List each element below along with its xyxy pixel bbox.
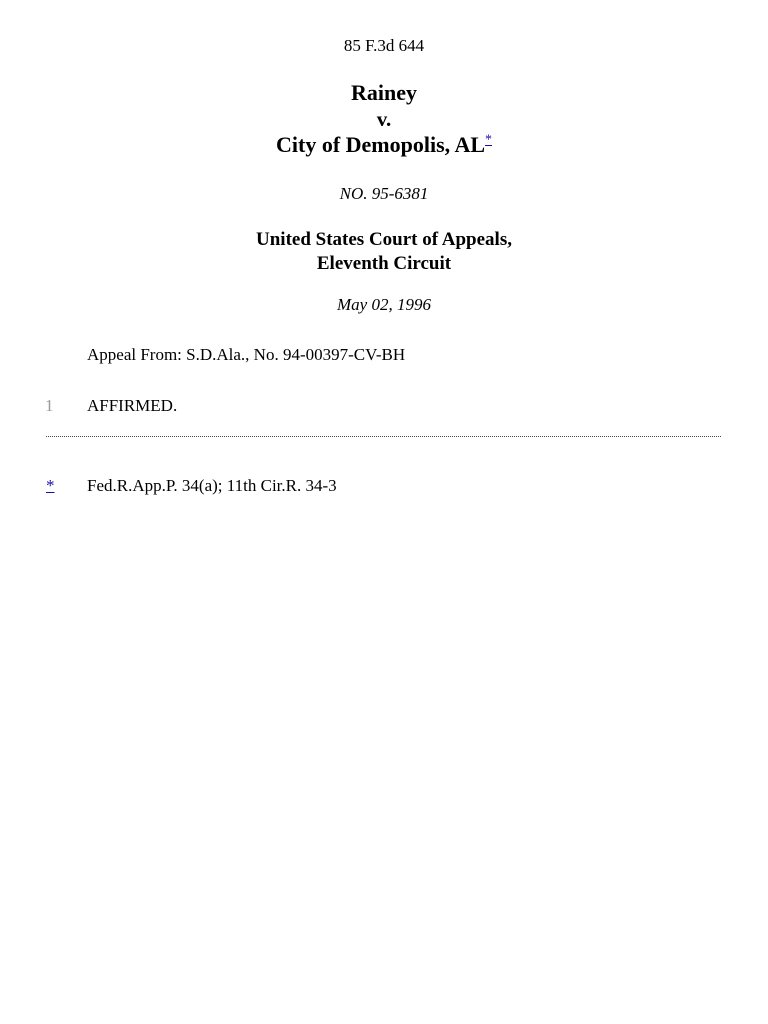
plaintiff-name: Rainey: [351, 80, 417, 105]
paragraph-number: 1: [45, 396, 54, 415]
citation: 85 F.3d 644: [343, 36, 425, 55]
paragraph-text: AFFIRMED.: [87, 396, 178, 415]
versus-label: v.: [376, 107, 392, 131]
court-line-2: Eleventh Circuit: [316, 253, 452, 274]
case-title: [0, 80, 768, 158]
appeal-from: Appeal From: S.D.Ala., No. 94-00397-CV-BH: [87, 345, 406, 364]
footnote-divider: [46, 436, 721, 437]
decision-date: May 02, 1996: [337, 295, 431, 314]
footnote-ref-link[interactable]: *: [485, 132, 492, 148]
footnote-mark-link[interactable]: *: [46, 476, 55, 495]
court-line-1: United States Court of Appeals,: [256, 229, 512, 250]
footnote-text: Fed.R.App.P. 34(a); 11th Cir.R. 34-3: [87, 476, 337, 495]
court-name: [0, 228, 768, 276]
defendant-name: City of Demopolis, AL: [276, 132, 485, 157]
docket-number: NO. 95-6381: [339, 184, 429, 203]
defendant-line: [0, 132, 768, 158]
